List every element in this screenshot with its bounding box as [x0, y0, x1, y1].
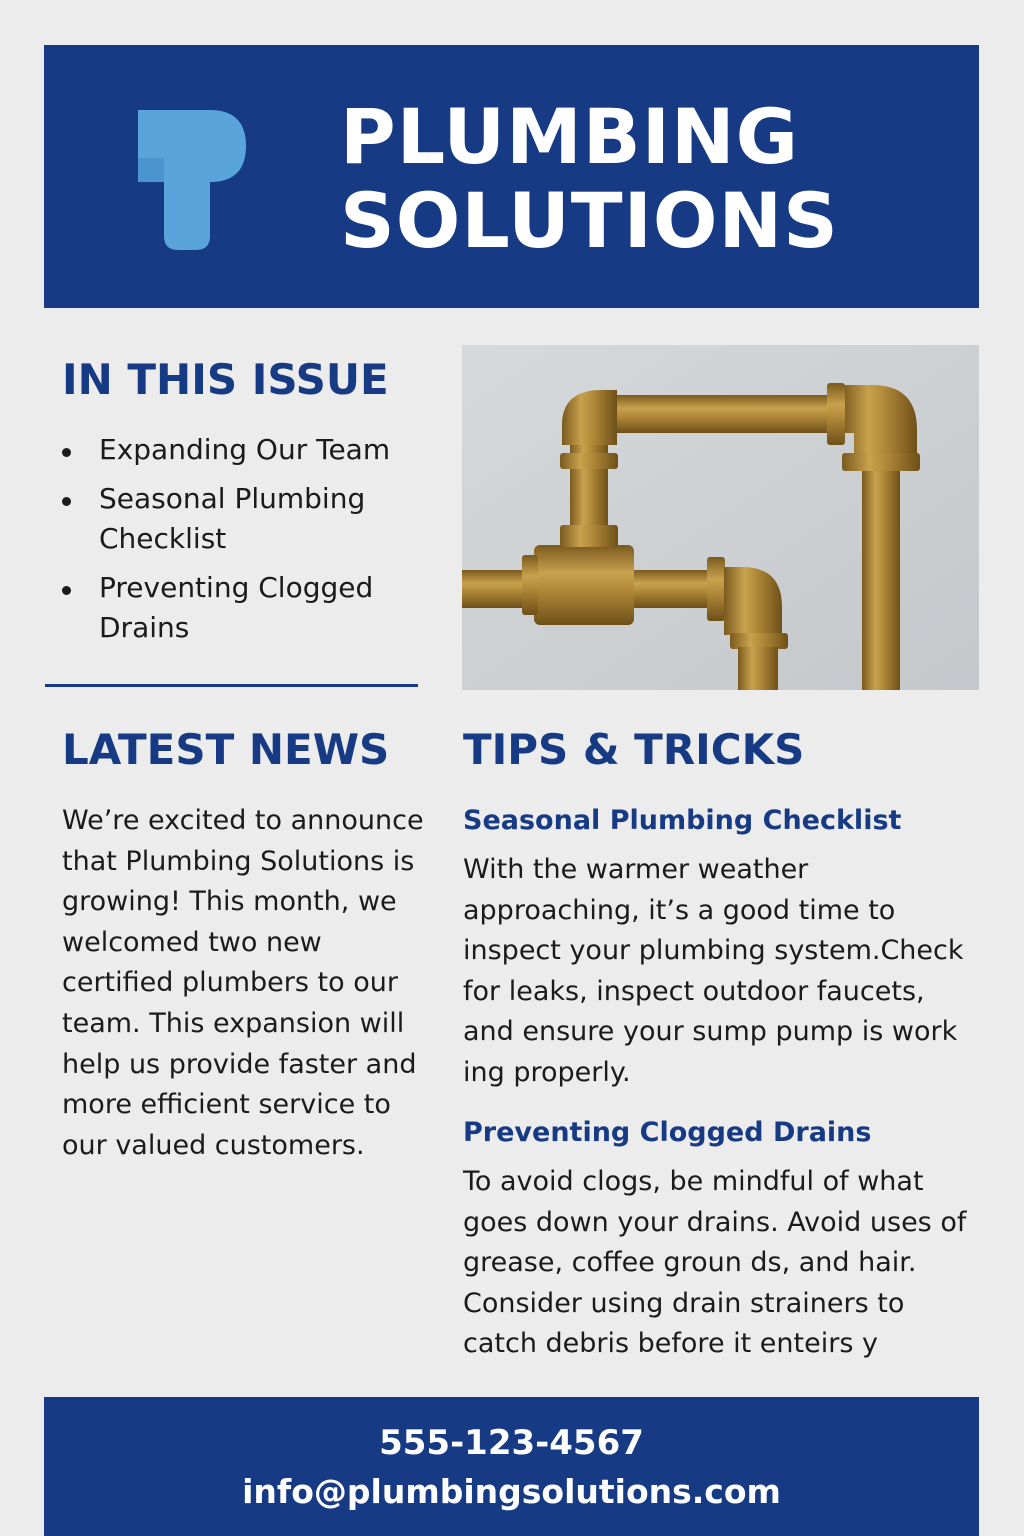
- bullet-icon: [62, 497, 71, 506]
- contact-footer: [44, 1397, 979, 1536]
- brass-pipes-illustration: [462, 345, 979, 690]
- issue-item-label: Preventing Clogged Drains: [99, 571, 374, 644]
- brand-title: [340, 92, 960, 265]
- issue-item-label: Seasonal Plumbing Checklist: [99, 482, 366, 555]
- tip-heading-clogged: Preventing Clogged Drains: [463, 1117, 872, 1148]
- tip-body-clogged: To avoid clogs, be mindful of what goes down your drains. Avoid uses of grease, coffee groun ds, and hair. Consider using drain strainers to catch debris before it enteirs y: [463, 1166, 967, 1360]
- issue-list: [62, 430, 422, 657]
- latest-news-body: We’re excited to announce that Plumbing Solutions is growing! This month, we welcomed two new certified plumbers to our team. This expansion will help us provide faster and more efficient service to our valued customers.: [62, 805, 424, 1161]
- brand-line-1: PLUMBING: [340, 92, 799, 181]
- phone-number[interactable]: 555-123-4567: [379, 1423, 644, 1463]
- in-this-issue-title: IN THIS ISSUE: [62, 355, 389, 404]
- bullet-icon: [62, 448, 71, 457]
- latest-news-title: LATEST NEWS: [62, 725, 390, 774]
- brass-pipes-photo: [462, 345, 979, 690]
- newsletter-header: [44, 45, 979, 308]
- issue-item: [62, 430, 422, 470]
- brand-line-2: SOLUTIONS: [340, 176, 839, 265]
- bullet-icon: [62, 586, 71, 595]
- issue-item-label: Expanding Our Team: [99, 433, 391, 466]
- email-link[interactable]: info@plumbingsolutions.com: [242, 1472, 781, 1511]
- tip-heading-seasonal: Seasonal Plumbing Checklist: [463, 805, 902, 836]
- issue-item: [62, 479, 422, 559]
- pipe-logo-icon: [138, 110, 248, 250]
- issue-item: [62, 568, 422, 648]
- tips-title: TIPS & TRICKS: [463, 725, 805, 774]
- section-divider: [45, 684, 418, 687]
- tip-body-seasonal: With the warmer weather approaching, it’s a good time to inspect your plumbing system.Check for leaks, inspect outdoor faucets, and ensure your sump pump is work ing properly.: [463, 854, 964, 1088]
